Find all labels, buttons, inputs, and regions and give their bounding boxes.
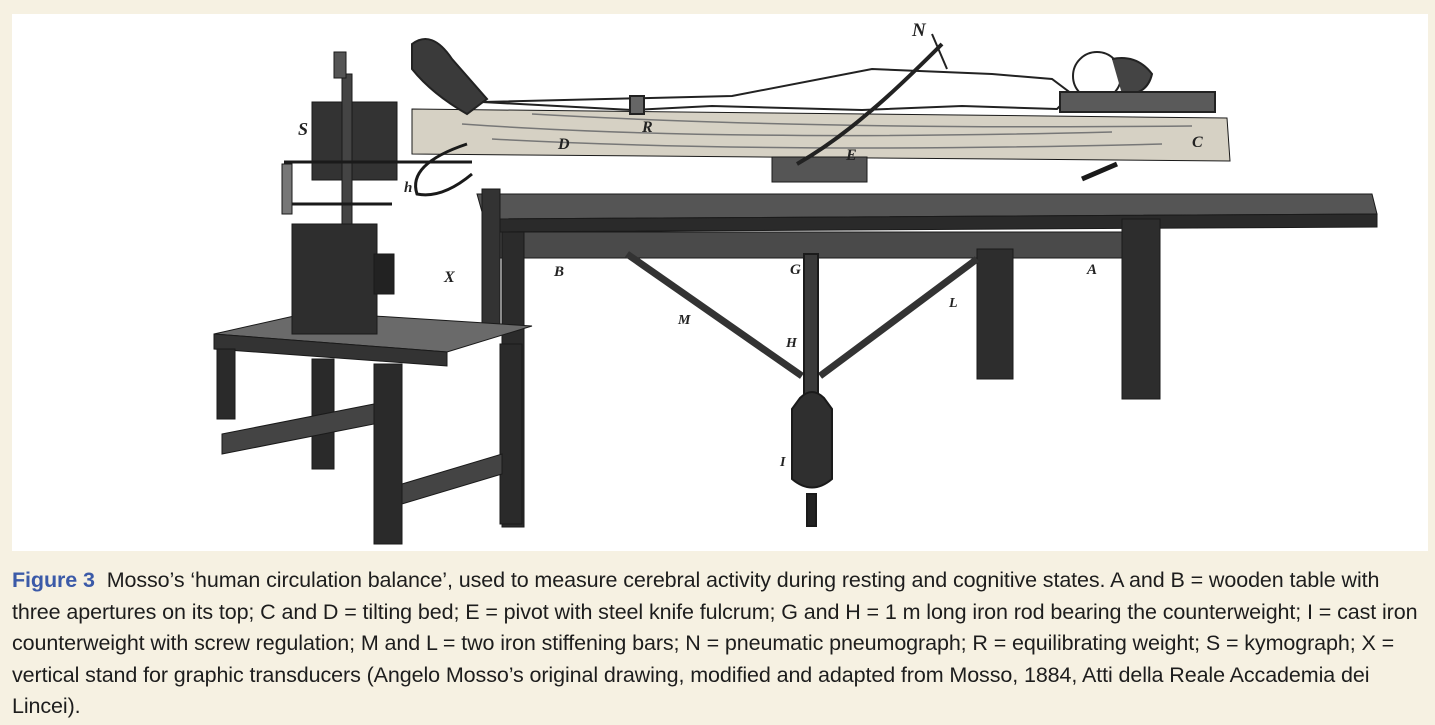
label-h: H — [786, 336, 797, 351]
side-table — [214, 312, 532, 544]
label-g: G — [790, 262, 801, 278]
wooden-table — [477, 189, 1377, 527]
label-d: D — [558, 136, 570, 153]
figure-caption-text: Mosso’s ‘human circulation balance’, used to measure cerebral activity during resting and cognitive states. A and B = wooden table with three apertures on its top; C and D = tilting bed; E = pivot with steel knife fulcrum; G and H = 1 m long iron rod bearing the counterweight; I = cast iron counterweight with screw regulation; M and L = two iron stiffening bars; N = pneumatic pneumograph; R = equilibrating weight; S = kymograph; X = vertical stand for graphic transducers (Angelo Mosso’s original drawing, modified and adapted from Mosso, 1884, Atti della Reale Accademia dei Lincei). — [12, 568, 1418, 718]
label-i: I — [780, 455, 786, 470]
label-h-small: h — [404, 180, 413, 196]
label-r: R — [642, 119, 653, 136]
figure-illustration — [12, 14, 1428, 551]
counterweight-assembly — [627, 254, 977, 526]
label-n: N — [912, 20, 926, 41]
label-x: X — [444, 269, 455, 286]
label-a: A — [1087, 262, 1098, 278]
figure-label: Figure 3 — [12, 568, 95, 592]
figure-caption — [12, 565, 1428, 723]
label-b: B — [554, 264, 565, 280]
label-e: E — [846, 147, 857, 164]
tilting-bed — [412, 109, 1230, 195]
label-c: C — [1192, 134, 1203, 151]
label-l: L — [949, 296, 958, 311]
balance-drawing — [12, 14, 1428, 551]
label-s: S — [298, 119, 309, 139]
label-m: M — [678, 313, 691, 328]
